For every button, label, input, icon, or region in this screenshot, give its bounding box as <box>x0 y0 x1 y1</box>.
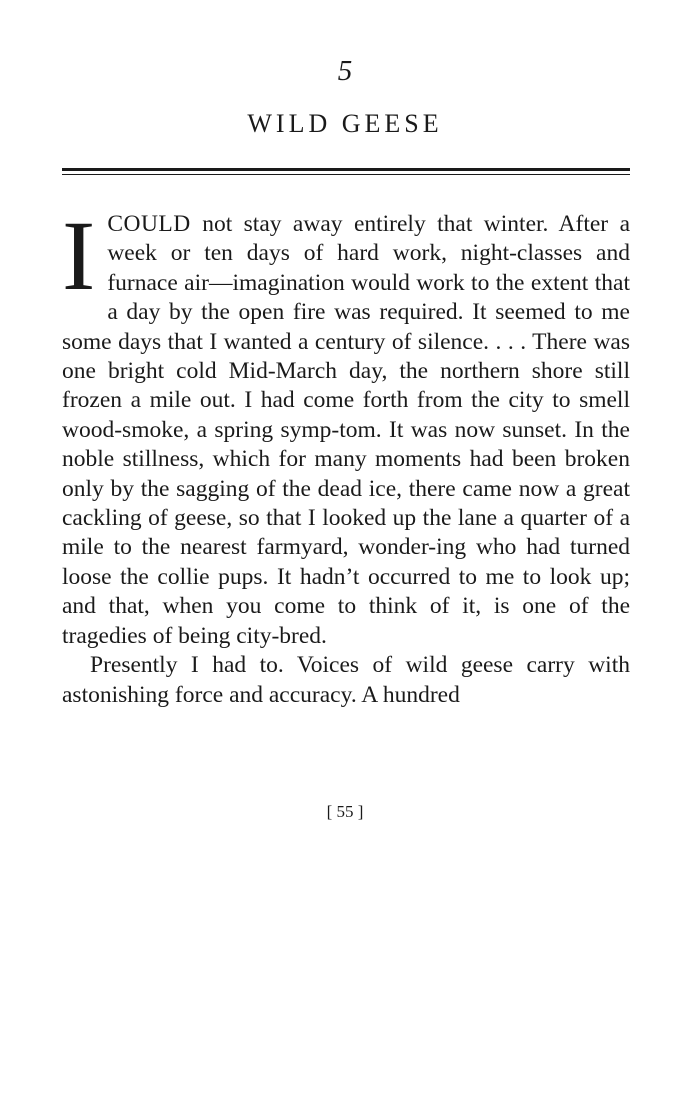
page-number: [ 55 ] <box>326 802 364 821</box>
body-text <box>62 200 630 710</box>
title-rule-thin <box>62 174 630 175</box>
paragraph-2: Presently I had to. Voices of wild geese carry with astonishing force and accuracy. A hundred <box>62 652 630 708</box>
title-rule-thick <box>62 168 630 171</box>
lead-word: COULD <box>107 211 191 237</box>
chapter-title: WILD GEESE <box>247 109 443 138</box>
chapter-number: 5 <box>337 55 353 87</box>
paragraph-1 <box>62 200 630 651</box>
paragraph-1-text: not stay away entirely that winter. After a week or ten days of hard work, night-classes and furnace air—imagination would work to the extent that a day by the open fire was required. It seemed to me some days that I wanted a century of silence. . . . There was one bright cold Mid-March day, the northern shore still frozen a mile out. I had come forth from the city to smell wood-smoke, a spring symp-tom. It was now sunset. In the noble stillness, which for many moments had been broken only by the sagging of the dead ice, there came now a great cackling of geese, so that I looked up the lane a quarter of a mile to the nearest farmyard, wonder-ing who had turned loose the collie pups. It hadn’t occurred to me to look up; and that, when you come to think of it, is one of the tragedies of being city-bred. <box>62 211 630 649</box>
drop-cap: I <box>62 200 96 311</box>
